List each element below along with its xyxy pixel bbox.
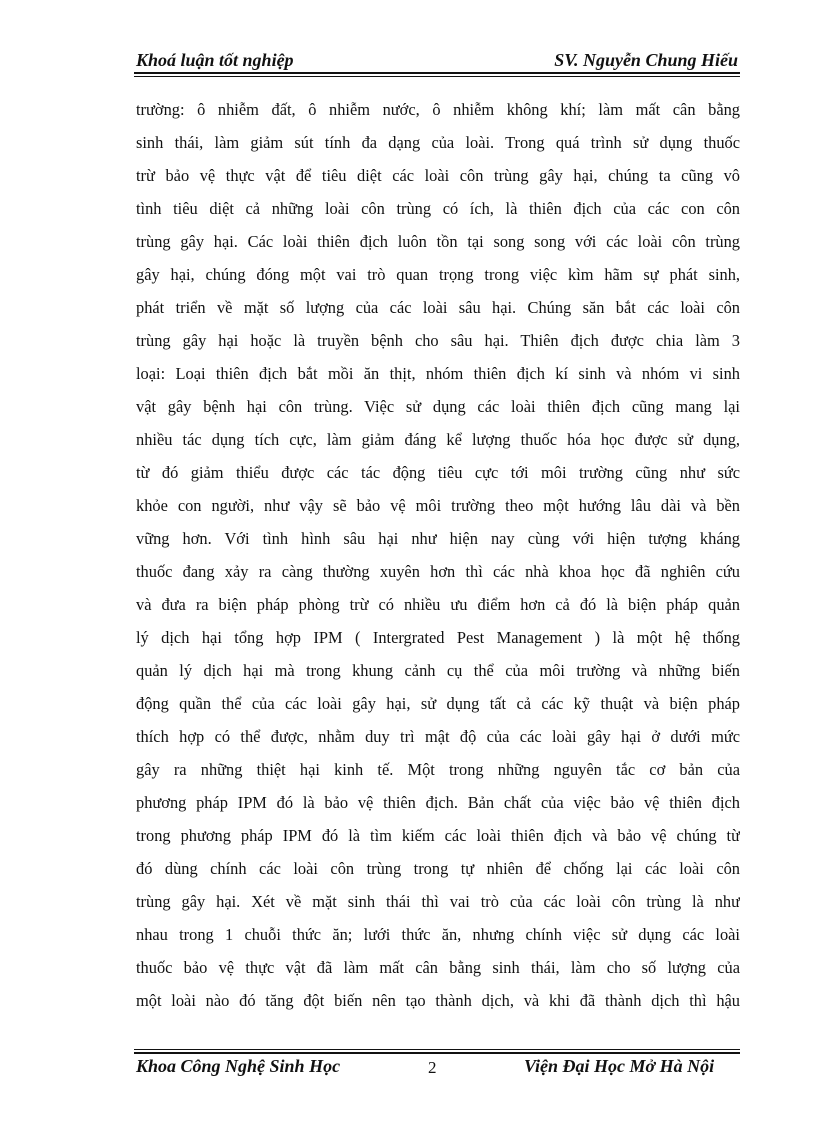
- body-line: sinh thái, làm giảm sút tính đa dạng của loài. Trong quá trình sử dụng thuốc: [136, 133, 740, 152]
- body-line: vững hơn. Với tình hình sâu hại như hiện nay cùng với hiện tượng kháng: [136, 529, 740, 548]
- body-line: quản lý dịch hại mà trong khung cảnh cụ thể của môi trường và những biến: [136, 661, 740, 680]
- body-line: trùng gây hại. Các loài thiên địch luôn tồn tại song song với các loài côn trùng: [136, 232, 740, 251]
- body-line: từ đó giảm thiểu được các tác động tiêu cực tới môi trường cũng như sức: [136, 463, 740, 482]
- body-line: nhiều tác dụng tích cực, làm giảm đáng kể lượng thuốc hóa học được sử dụng,: [136, 430, 740, 449]
- body-line: thuốc đang xảy ra càng thường xuyên hơn thì các nhà khoa học đã nghiên cứu: [136, 562, 740, 581]
- body-line: động quần thể của các loài gây hại, sử dụng tất cả các kỹ thuật và biện pháp: [136, 694, 740, 713]
- footer-faculty: Khoa Công Nghệ Sinh Học: [136, 1056, 341, 1076]
- body-line: gây ra những thiệt hại kinh tế. Một trong những nguyên tắc cơ bản của: [136, 760, 740, 779]
- body-line: khỏe con người, như vậy sẽ bảo vệ môi trường theo một hướng lâu dài và bền: [136, 496, 740, 515]
- body-line: trong phương pháp IPM đó là tìm kiếm các loài thiên địch và bảo vệ chúng từ: [136, 826, 740, 845]
- header-student-name: SV. Nguyễn Chung Hiếu: [554, 50, 738, 70]
- body-line: trừ bảo vệ thực vật để tiêu diệt các loài côn trùng gây hại, chúng ta cũng vô: [136, 166, 740, 185]
- body-line: đó dùng chính các loài côn trùng trong tự nhiên để chống lại các loài côn: [136, 859, 740, 878]
- body-line: trường: ô nhiễm đất, ô nhiễm nước, ô nhiễm không khí; làm mất cân bằng: [136, 100, 740, 119]
- body-line: gây hại, chúng đóng một vai trò quan trọng trong việc kìm hãm sự phát sinh,: [136, 265, 740, 284]
- body-line: tình tiêu diệt cả những loài côn trùng có ích, là thiên địch của các con côn: [136, 199, 740, 218]
- body-paragraph: [136, 93, 740, 1017]
- header-thesis-title: Khoá luận tốt nghiệp: [136, 50, 294, 70]
- body-line: phát triển về mặt số lượng của các loài sâu hại. Chúng săn bắt các loài côn: [136, 298, 740, 317]
- body-line: phương pháp IPM đó là bảo vệ thiên địch. Bản chất của việc bảo vệ thiên địch: [136, 793, 740, 812]
- body-line: loại: Loại thiên địch bắt mồi ăn thịt, nhóm thiên địch kí sinh và nhóm vi sinh: [136, 364, 740, 383]
- body-line: thích hợp có thể được, nhằm duy trì mật độ của các loài gây hại ở dưới mức: [136, 727, 740, 746]
- page-header: [134, 46, 740, 72]
- body-line: và đưa ra biện pháp phòng trừ có nhiều ưu điểm hơn cả đó là biện pháp quản: [136, 595, 740, 614]
- body-line: nhau trong 1 chuỗi thức ăn; lưới thức ăn, nhưng chính việc sử dụng các loài: [136, 925, 740, 944]
- body-line: thuốc bảo vệ thực vật đã làm mất cân bằng sinh thái, làm cho số lượng của: [136, 958, 740, 977]
- header-divider: [134, 72, 740, 77]
- body-line: trùng gây hại. Xét về mặt sinh thái thì vai trò của các loài côn trùng là như: [136, 892, 740, 911]
- body-line: vật gây bệnh hại côn trùng. Việc sử dụng các loài thiên địch cũng mang lại: [136, 397, 740, 416]
- page-number: 2: [428, 1058, 437, 1077]
- body-line: lý dịch hại tổng hợp IPM ( Intergrated Pest Management ) là một hệ thống: [136, 628, 740, 647]
- body-line: một loài nào đó tăng đột biến nên tạo thành dịch, và khi đã thành dịch thì hậu: [136, 991, 740, 1010]
- footer-institution: Viện Đại Học Mở Hà Nội: [524, 1056, 715, 1076]
- footer-divider: [134, 1049, 740, 1054]
- body-line: trùng gây hại hoặc là truyền bệnh cho sâu hại. Thiên địch được chia làm 3: [136, 331, 740, 350]
